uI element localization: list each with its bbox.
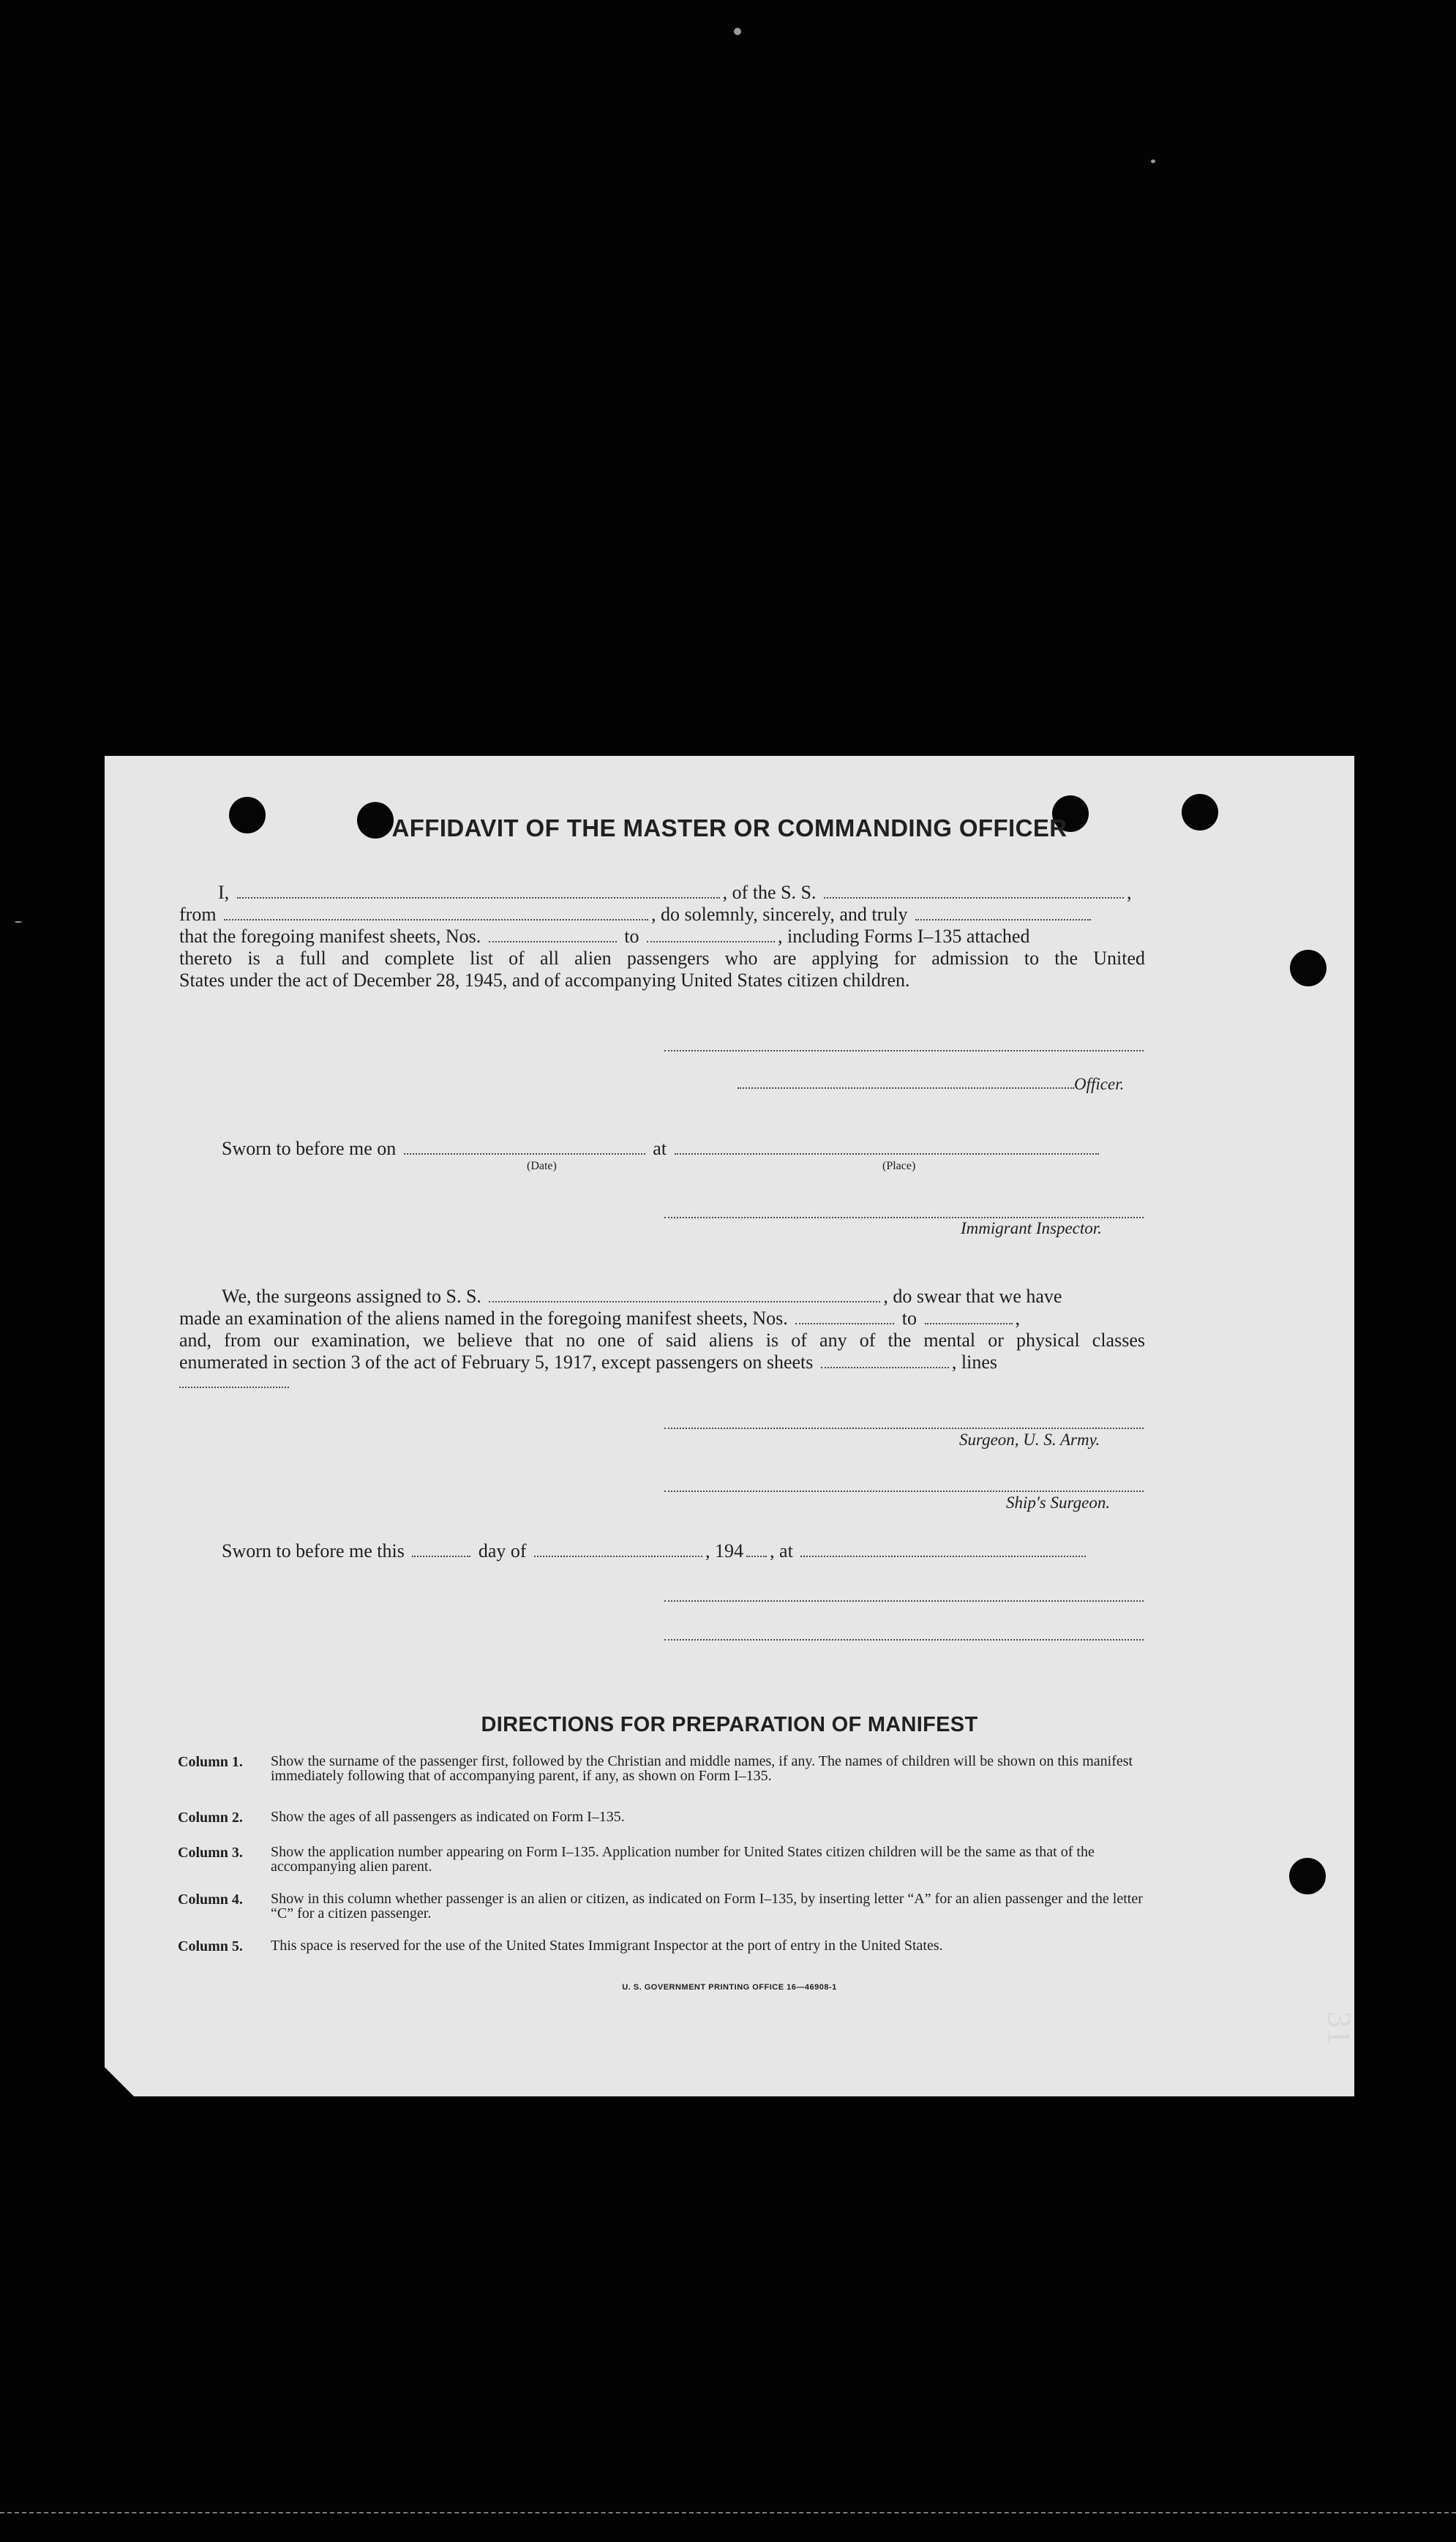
affidavit-line1-end: , [1127,882,1132,903]
inspector-signature-line-2 [664,1600,1144,1602]
surgeons-line-1 [222,1286,1062,1308]
affidavit-line-1 [218,882,1132,904]
affidavit-ss: , of the S. S. [722,882,817,903]
affidavit-line-2 [179,904,1094,926]
sworn-location-field [800,1556,1086,1557]
surgeons-line-3: and, from our examination, we believe that no one of said aliens is of any of the mental or physical classes [179,1330,1145,1351]
surgeons-line2-end: , [1015,1308,1020,1329]
master-name-field [237,897,720,899]
date-caption: (Date) [527,1160,557,1172]
inspector-signature-line-3 [664,1639,1144,1641]
column-5-label: Column 5. [178,1938,243,1954]
printing-office-imprint: U. S. GOVERNMENT PRINTING OFFICE 16—46908-1 [622,1983,837,1992]
surgeons-ship-field [489,1301,880,1302]
army-surgeon-signature-line [664,1428,1144,1429]
column-3-text: Show the application number appearing on Form I–135. Application number for United States citizen children will be the same as that of the accompanying alien parent. [271,1844,1095,1875]
officer-signature-line-1 [664,1050,1144,1051]
affidavit-sheets-text: that the foregoing manifest sheets, Nos. [179,926,481,947]
affidavit-forms-text: , including Forms I–135 attached [778,926,1030,947]
sheets-from-field [489,941,617,942]
ship-surgeon-signature-line [664,1491,1144,1492]
sworn-at-text: at [653,1138,667,1159]
surgeons-sworn-text: Sworn to before me this [222,1540,405,1561]
affidavit-to: to [624,926,639,947]
affidavit-line-5: States under the act of December 28, 1945, and of accompanying United States citizen children. [179,970,910,991]
folded-corner [105,2067,134,2096]
officer-signature-line-2 [738,1087,1074,1089]
surgeons-line-2 [179,1308,1020,1330]
scan-edge-line [0,2512,1456,2513]
sworn-date-field [404,1153,645,1155]
surgeons-sheets-from-field [795,1323,894,1324]
punch-hole [1289,1858,1326,1894]
affidavit-swear: , do solemnly, sincerely, and truly [651,904,908,925]
sworn-month-field [534,1556,702,1557]
column-5-text: This space is reserved for the use of the United States Immigrant Inspector at the port of entry in the United States. [271,1938,943,1954]
sworn-place-field [675,1153,1099,1155]
surgeons-to-text: to [901,1308,917,1329]
sworn-year-text: , 194 [705,1540,744,1561]
departure-port-field [224,919,648,921]
affidavit-line-4: thereto is a full and complete list of all alien passengers who are applying for admission to the United [179,948,1145,969]
column-4-text: Show in this column whether passenger is an alien or citizen, as indicated on Form I–135, by inserting letter “A” for an alien passenger and the letter “C” for a citizen passenger. [271,1891,1143,1922]
place-caption: (Place) [882,1160,916,1172]
inspector-signature-line [664,1217,1144,1218]
sworn-day-of-text: day of [478,1540,527,1561]
ship-surgeon-label: Ship's Surgeon. [1006,1493,1111,1512]
affidavit-from: from [179,904,217,925]
excepted-sheets-field [821,1367,949,1368]
surgeons-lines-text: , lines [951,1351,998,1373]
swear-blank-field [915,919,1091,921]
officer-label: Officer. [1074,1075,1125,1093]
ship-name-field [824,897,1124,899]
affidavit-title: AFFIDAVIT OF THE MASTER OR COMMANDING OFFICER [391,814,1067,841]
surgeons-assigned-text: We, the surgeons assigned to S. S. [222,1286,481,1307]
handwritten-page-number: 31 [1321,2011,1359,2045]
sworn-at-place-text: , at [770,1540,793,1561]
surgeons-sheets-to-field [925,1323,1013,1324]
sworn-before-text: Sworn to before me on [222,1138,397,1159]
surgeons-section-text: enumerated in section 3 of the act of February 5, 1917, except passengers on sheets [179,1351,814,1373]
punch-hole [1290,950,1326,986]
surgeons-line-4 [179,1351,997,1373]
army-surgeon-label: Surgeon, U. S. Army. [959,1431,1100,1449]
sheets-to-field [647,941,775,942]
column-3-label: Column 3. [178,1845,243,1861]
sworn-year-field [746,1556,767,1557]
excepted-lines-field [179,1387,289,1388]
affidavit-form-page [105,756,1354,2096]
scan-speck [1151,160,1155,163]
affidavit-i: I, [218,882,230,903]
sworn-day-field [412,1556,470,1557]
scan-speck [15,921,22,923]
column-2-label: Column 2. [178,1810,243,1826]
column-2-text: Show the ages of all passengers as indicated on Form I–135. [271,1809,625,1825]
directions-title: DIRECTIONS FOR PREPARATION OF MANIFEST [481,1713,978,1736]
surgeons-sworn-line [222,1540,1089,1562]
affidavit-line-3 [179,926,1029,948]
column-4-label: Column 4. [178,1891,243,1908]
scan-speck [734,28,741,35]
inspector-label: Immigrant Inspector. [961,1219,1102,1237]
surgeons-exam-text: made an examination of the aliens named in the foregoing manifest sheets, Nos. [179,1308,788,1329]
column-1-label: Column 1. [178,1754,243,1770]
sworn-before-line [222,1138,1102,1160]
column-1-text: Show the surname of the passenger first, followed by the Christian and middle names, if any. The names of children will be shown on this manifest immediately following that of accompanying parent, if any, as shown on Form I–135. [271,1753,1133,1784]
surgeons-swear-text: , do swear that we have [883,1286,1062,1307]
